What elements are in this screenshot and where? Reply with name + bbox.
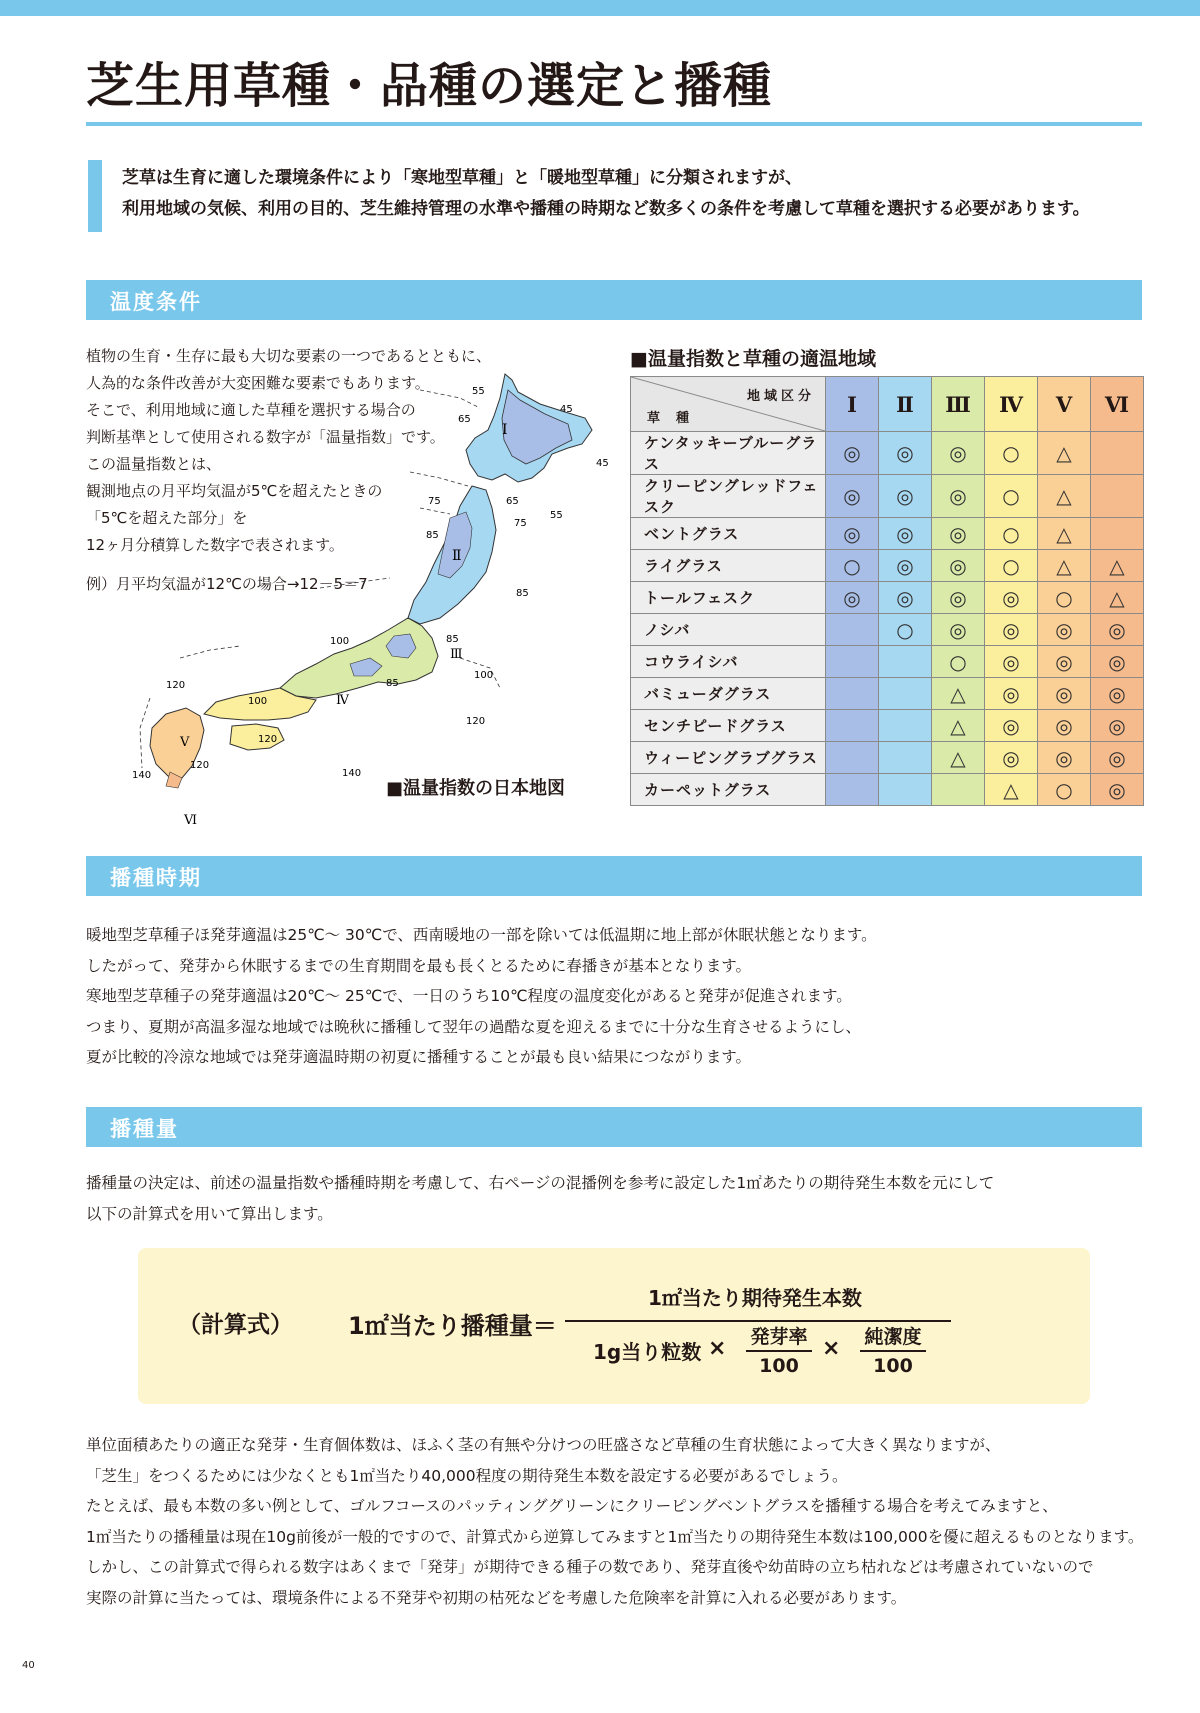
- formula-box: [138, 1248, 1090, 1404]
- text-line: この温量指数とは、: [86, 455, 222, 473]
- species-name: ケンタッキーブルーグラス: [631, 432, 826, 475]
- suitability-cell: ◎: [826, 475, 879, 518]
- text-line: したがって、発芽から休眠するまでの生育期間を最も長くとるために春播きが基本となります。: [86, 956, 751, 975]
- suitability-cell: △: [1038, 432, 1091, 475]
- contour-label: 45: [560, 404, 573, 415]
- intro-paragraph: [122, 163, 1090, 225]
- species-name: カーペットグラス: [631, 774, 826, 806]
- fraction-bar: [860, 1350, 926, 1352]
- sowing-rate-detail-paragraph: [86, 1430, 1143, 1613]
- fraction-bottom: 100: [759, 1355, 799, 1377]
- suitability-cell: ◎: [932, 614, 985, 646]
- formula-denominator-term: 1g当り粒数: [593, 1340, 702, 1364]
- fraction-top: 発芽率: [750, 1326, 808, 1348]
- contour-label: 120: [190, 760, 210, 771]
- intro-accent-bar: [88, 160, 102, 232]
- suitability-cell: [826, 678, 879, 710]
- contour-label: 120: [466, 716, 486, 727]
- map-contour-line: [180, 646, 240, 658]
- section-header-sowing-time: [86, 856, 1142, 896]
- suitability-cell: ◎: [985, 614, 1038, 646]
- table-row: [631, 774, 1144, 806]
- contour-label: 45: [596, 458, 609, 469]
- text-line: 植物の生育・生存に最も大切な要素の一つであるとともに、: [86, 347, 492, 365]
- zone-label: Ⅰ: [502, 422, 508, 438]
- text-line: 実際の計算に当たっては、環境条件による不発芽や初期の枯死などを考慮した危険率を計算に入れる必要があります。: [86, 1588, 907, 1607]
- suitability-cell: [932, 774, 985, 806]
- intro-line: 芝草は生育に適した環境条件により「寒地型草種」と「暖地型草種」に分類されますが、: [122, 168, 802, 188]
- contour-label: 75: [514, 518, 527, 529]
- zone-1-area: [502, 390, 572, 464]
- suitability-cell: ◎: [826, 582, 879, 614]
- text-line: たとえば、最も本数の多い例として、ゴルフコースのパッティンググリーンにクリーピングベントグラスを播種する場合を考えてみますと、: [86, 1497, 1058, 1515]
- map-contour-line: [420, 390, 480, 408]
- suitability-cell: ◎: [985, 710, 1038, 742]
- suitability-cell: [879, 646, 932, 678]
- suitability-cell: [879, 678, 932, 710]
- zone-label: Ⅵ: [184, 813, 198, 828]
- suitability-cell: △: [1091, 582, 1144, 614]
- formula-label: （計算式）: [178, 1312, 293, 1338]
- text-line: 人為的な条件改善が大変困難な要素でもあります。: [86, 374, 430, 392]
- suitability-cell: ◎: [879, 475, 932, 518]
- fraction-bar: [746, 1350, 812, 1352]
- contour-label: 85: [426, 530, 439, 541]
- japan-warmth-index-map: [120, 368, 620, 838]
- contour-label: 55: [550, 510, 563, 521]
- species-name: クリーピングレッドフェスク: [631, 475, 826, 518]
- suitability-cell: [1091, 432, 1144, 475]
- zone-header: Ⅲ: [932, 377, 985, 432]
- suitability-cell: ◎: [826, 518, 879, 550]
- suitability-cell: ◎: [879, 518, 932, 550]
- text-line: 12ヶ月分積算した数字で表されます。: [86, 536, 344, 554]
- corner-label-region: 地域区分: [746, 389, 815, 404]
- suitability-cell: [879, 710, 932, 742]
- suitability-cell: ◎: [1091, 614, 1144, 646]
- species-name: ライグラス: [631, 550, 826, 582]
- times-sign: ×: [708, 1336, 727, 1361]
- contour-label: 85: [516, 588, 529, 599]
- map-contour-line: [420, 508, 450, 514]
- suitability-cell: ◎: [985, 742, 1038, 774]
- table-row: [631, 710, 1144, 742]
- suitability-cell: △: [932, 678, 985, 710]
- suitability-cell: ○: [985, 475, 1038, 518]
- suitability-cell: ◎: [932, 582, 985, 614]
- suitability-cell: △: [1038, 550, 1091, 582]
- purity-fraction: [860, 1322, 926, 1381]
- species-name: バミューダグラス: [631, 678, 826, 710]
- contour-label: 85: [386, 678, 399, 689]
- intro-line: 利用地域の気候、利用の目的、芝生維持管理の水準や播種の時期など数多くの条件を考慮して草種を選択する必要があります。: [122, 199, 1090, 219]
- zone-label: Ⅱ: [452, 548, 462, 564]
- suitability-cell: ◎: [932, 518, 985, 550]
- section-title: 播種時期: [110, 866, 202, 890]
- suitability-cell: ◎: [879, 550, 932, 582]
- table-row: [631, 742, 1144, 774]
- honshu-central-shape: [280, 618, 438, 698]
- text-line: 1㎡当たりの播種量は現在10g前後が一般的ですので、計算式から逆算してみますと1㎡当たりの期待発生本数は100,000を優に超えるものとなります。: [86, 1527, 1144, 1546]
- page-number: 40: [22, 1660, 35, 1671]
- suitability-cell: ◎: [879, 432, 932, 475]
- zone-label: Ⅴ: [180, 735, 190, 750]
- suitability-cell: ○: [985, 432, 1038, 475]
- contour-label: 55: [472, 386, 485, 397]
- formula-lhs: 1㎡当たり播種量＝: [348, 1312, 557, 1340]
- suitability-cell: △: [1038, 475, 1091, 518]
- suitability-cell: ○: [1038, 774, 1091, 806]
- text-line: そこで、利用地域に適した草種を選択する場合の: [86, 401, 416, 419]
- contour-label: 120: [258, 734, 278, 745]
- map-contour-line: [140, 698, 150, 768]
- zone-header: Ⅴ: [1038, 377, 1091, 432]
- text-line: 「芝生」をつくるためには少なくとも1㎡当たり40,000程度の期待発生本数を設定する必要があるでしょう。: [86, 1466, 848, 1485]
- suitability-cell: ◎: [932, 475, 985, 518]
- formula-numerator: 1㎡当たり期待発生本数: [648, 1286, 862, 1310]
- suitability-cell: ◎: [1038, 646, 1091, 678]
- fraction-top: 純潔度: [864, 1326, 922, 1348]
- suitability-cell: ◎: [932, 432, 985, 475]
- contour-label: 85: [446, 634, 459, 645]
- table-row: [631, 614, 1144, 646]
- table-caption: ■温量指数と草種の適温地域: [630, 348, 876, 370]
- contour-label: 100: [248, 696, 268, 707]
- suitability-cell: ◎: [1091, 710, 1144, 742]
- page-title: 芝生用草種・品種の選定と播種: [86, 58, 773, 114]
- suitability-cell: △: [932, 742, 985, 774]
- map-contour-line: [410, 472, 468, 486]
- table-row: [631, 518, 1144, 550]
- title-underline: [86, 122, 1142, 126]
- section-title: 播種量: [110, 1117, 179, 1141]
- germination-rate-fraction: [746, 1322, 812, 1381]
- warmth-zone-table: [630, 376, 1144, 806]
- contour-label: 75: [428, 496, 441, 507]
- species-name: ノシバ: [631, 614, 826, 646]
- zone-header: Ⅳ: [985, 377, 1038, 432]
- text-line: 観測地点の月平均気温が5℃を超えたときの: [86, 482, 383, 500]
- text-line: 夏が比較的冷涼な地域では発芽適温時期の初夏に播種することが最も良い結果につながります。: [86, 1048, 751, 1066]
- zone-header: Ⅰ: [826, 377, 879, 432]
- suitability-cell: ○: [1038, 582, 1091, 614]
- suitability-cell: [1091, 475, 1144, 518]
- species-name: コウライシバ: [631, 646, 826, 678]
- suitability-cell: ◎: [1038, 678, 1091, 710]
- species-name: ベントグラス: [631, 518, 826, 550]
- suitability-cell: ◎: [1091, 774, 1144, 806]
- suitability-cell: ◎: [879, 582, 932, 614]
- zone-label: Ⅳ: [336, 693, 349, 708]
- zone-label: Ⅲ: [450, 647, 463, 662]
- suitability-cell: △: [1091, 550, 1144, 582]
- suitability-cell: [826, 646, 879, 678]
- suitability-cell: ◎: [985, 582, 1038, 614]
- top-accent-bar: [0, 0, 1200, 16]
- contour-label: 100: [330, 636, 350, 647]
- suitability-cell: [826, 710, 879, 742]
- table-row: [631, 678, 1144, 710]
- table-row: [631, 475, 1144, 518]
- times-sign: ×: [822, 1336, 841, 1361]
- suitability-cell: △: [932, 710, 985, 742]
- text-line: 寒地型芝草種子の発芽適温は20℃～ 25℃で、一日のうち10℃程度の温度変化があると発芽が促進されます。: [86, 987, 852, 1005]
- text-line: しかし、この計算式で得られる数字はあくまで「発芽」が期待できる種子の数であり、発芽直後や幼苗時の立ち枯れなどは考慮されていないので: [86, 1558, 1094, 1576]
- temperature-example: 例）月平均気温が12℃の場合→12－5＝7: [86, 575, 368, 593]
- text-line: 播種量の決定は、前述の温量指数や播種時期を考慮して、右ページの混播例を参考に設定した1㎡あたりの期待発生本数を元にして: [86, 1174, 995, 1192]
- suitability-cell: ○: [932, 646, 985, 678]
- text-line: 暖地型芝草種子ほ発芽適温は25℃～ 30℃で、西南暖地の一部を除いては低温期に地上部が休眠状態となります。: [86, 926, 877, 944]
- suitability-cell: ◎: [1091, 646, 1144, 678]
- table-row: [631, 646, 1144, 678]
- contour-label: 100: [474, 670, 494, 681]
- suitability-cell: ◎: [1091, 742, 1144, 774]
- suitability-cell: [879, 774, 932, 806]
- text-line: 「5℃を超えた部分」を: [86, 509, 248, 527]
- suitability-cell: ◎: [1091, 678, 1144, 710]
- zone-header: Ⅵ: [1091, 377, 1144, 432]
- map-caption: ■温量指数の日本地図: [386, 778, 566, 799]
- contour-label: 65: [506, 496, 519, 507]
- text-line: 判断基準として使用される数字が「温量指数」です。: [86, 428, 445, 446]
- table-corner-cell: [631, 377, 826, 432]
- text-line: 単位面積あたりの適正な発芽・生育個体数は、ほふく茎の有無や分けつの旺盛さなど草種の生育状態によって大きく異なりますが、: [86, 1436, 1001, 1454]
- table-row: [631, 550, 1144, 582]
- suitability-cell: ◎: [1038, 710, 1091, 742]
- suitability-cell: ○: [826, 550, 879, 582]
- text-line: 以下の計算式を用いて算出します。: [86, 1204, 333, 1223]
- suitability-cell: ◎: [1038, 614, 1091, 646]
- fraction-bottom: 100: [873, 1355, 913, 1377]
- suitability-cell: ○: [985, 518, 1038, 550]
- suitability-cell: ○: [985, 550, 1038, 582]
- corner-label-species: 草種: [647, 411, 706, 426]
- suitability-cell: △: [985, 774, 1038, 806]
- contour-label: 65: [458, 414, 471, 425]
- suitability-cell: [826, 742, 879, 774]
- suitability-cell: ◎: [932, 550, 985, 582]
- suitability-cell: [826, 774, 879, 806]
- suitability-cell: [826, 614, 879, 646]
- species-name: トールフェスク: [631, 582, 826, 614]
- suitability-cell: ◎: [1038, 742, 1091, 774]
- suitability-cell: [879, 742, 932, 774]
- suitability-cell: ◎: [985, 678, 1038, 710]
- map-contour-line: [320, 578, 390, 588]
- contour-label: 120: [166, 680, 186, 691]
- sowing-rate-paragraph: [86, 1168, 994, 1229]
- suitability-cell: △: [1038, 518, 1091, 550]
- zone-header: Ⅱ: [879, 377, 932, 432]
- text-line: つまり、夏期が高温多湿な地域では晩秋に播種して翌年の過酷な夏を迎えるまでに十分な生育させるようにし、: [86, 1017, 862, 1036]
- section-title: 温度条件: [110, 290, 202, 314]
- table-row: [631, 582, 1144, 614]
- species-name: ウィーピングラブグラス: [631, 742, 826, 774]
- sowing-time-paragraph: [86, 920, 877, 1073]
- contour-label: 140: [342, 768, 362, 779]
- table-header-row: [631, 377, 1144, 432]
- section-header-temperature: [86, 280, 1142, 320]
- suitability-cell: [1091, 518, 1144, 550]
- suitability-cell: ○: [879, 614, 932, 646]
- contour-label: 140: [132, 770, 152, 781]
- species-name: センチピードグラス: [631, 710, 826, 742]
- table-row: [631, 432, 1144, 475]
- section-header-sowing-rate: [86, 1107, 1142, 1147]
- suitability-cell: ◎: [826, 432, 879, 475]
- suitability-cell: ◎: [985, 646, 1038, 678]
